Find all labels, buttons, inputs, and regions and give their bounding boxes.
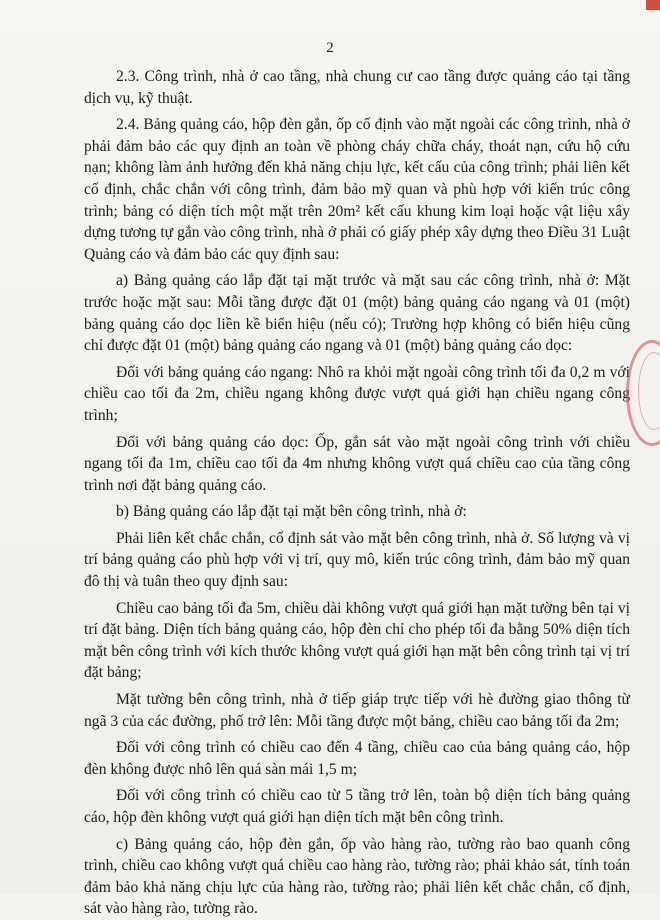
paragraph-b: b) Bảng quảng cáo lắp đặt tại mặt bên công trình, nhà ở: xyxy=(116,503,467,521)
paragraph-2-3: 2.3. Công trình, nhà ở cao tầng, nhà chung cư cao tầng được quảng cáo tại tầng dịch vụ, kỹ thuật. xyxy=(84,68,630,107)
paragraph-side-size: Chiều cao bảng tối đa 5m, chiều dài không vượt quá giới hạn mặt tường bên tại vị trí đặt bảng. Diện tích bảng quảng cáo, hộp đèn chỉ cho phép tối đa bằng 50% diện tích mặt bên công trình với kích thước không vượt quá giới hạn mặt bên công trình tại vị trí đặt bảng; xyxy=(84,599,630,682)
corner-mark xyxy=(646,0,660,10)
paragraph-side-junction: Mặt tường bên công trình, nhà ở tiếp giáp trực tiếp với hè đường giao thông từ ngã 3 của các đường, phố trở lên: Mỗi tầng được một bảng, chiều cao bảng tối đa 2m; xyxy=(84,691,630,730)
paragraph-c: c) Bảng quảng cáo, hộp đèn gắn, ốp vào hàng rào, tường rào bao quanh công trình, chiều cao không vượt quá chiều cao hàng rào, tường rào; phải khảo sát, tính toán đảm bảo khả năng chịu lực của hàng rào, tường rào; phải liên kết chắc chắn, cố định, sát vào hàng rào, tường rào. xyxy=(84,835,630,918)
document-body xyxy=(84,66,630,920)
paragraph-2-4: 2.4. Bảng quảng cáo, hộp đèn gắn, ốp cố định vào mặt ngoài các công trình, nhà ở phải đảm bảo các quy định an toàn về phòng cháy chữa cháy, thoát nạn, cứu hộ cứu nạn; không làm ảnh hưởng đến khả năng chịu lực, kết cấu của công trình; phải liên kết cố định, chắc chắn với công trình, đảm bảo mỹ quan và phù hợp với kiến trúc công trình; bảng có diện tích một mặt trên 20m² kết cấu khung kim loại hoặc vật liệu xây dựng tương tự gắn vào công trình, nhà ở phải có giấy phép xây dựng theo Điều 31 Luật Quảng cáo và đảm bảo các quy định sau: xyxy=(84,116,630,263)
paragraph-a: a) Bảng quảng cáo lắp đặt tại mặt trước và mặt sau các công trình, nhà ở: Mặt trước hoặc mặt sau: Mỗi tầng được đặt 01 (một) bảng quảng cáo ngang và 01 (một) bảng quảng cáo dọc liền kề biển hiệu (nếu có); Trường hợp không có biển hiệu cũng chỉ được đặt 01 (một) bảng quảng cáo ngang và 01 (một) bảng quảng cáo dọc: xyxy=(84,272,630,355)
paragraph-up-to-4-floors: Đối với công trình có chiều cao đến 4 tầng, chiều cao của bảng quảng cáo, hộp đèn không được nhô lên quá sàn mái 1,5 m; xyxy=(84,739,630,778)
paragraph-side-rules: Phải liên kết chắc chắn, cố định sát vào mặt bên công trình, nhà ở. Số lượng và vị trí bảng quảng cáo phù hợp với vị trí, quy mô, kiến trúc công trình, đảm bảo mỹ quan đô thị và tuân theo quy định sau: xyxy=(84,529,630,591)
page-number: 2 xyxy=(326,40,334,56)
paragraph-vertical-board: Đối với bảng quảng cáo dọc: Ốp, gắn sát vào mặt ngoài công trình với chiều ngang tối đa 1m, chiều cao tối đa 4m nhưng không vượt quá chiều cao của tầng công trình nơi đặt bảng quảng cáo. xyxy=(84,433,630,494)
paragraph-5-floors-plus: Đối với công trình có chiều cao từ 5 tầng trở lên, toàn bộ diện tích bảng quảng cáo, hộp đèn không vượt quá giới hạn diện tích mặt bên công trình. xyxy=(84,787,630,826)
paragraph-horizontal-board: Đối với bảng quảng cáo ngang: Nhô ra khỏi mặt ngoài công trình tối đa 0,2 m với chiều cao tối đa 2m, chiều ngang không được vượt quá giới hạn chiều ngang công trình; xyxy=(84,363,630,424)
